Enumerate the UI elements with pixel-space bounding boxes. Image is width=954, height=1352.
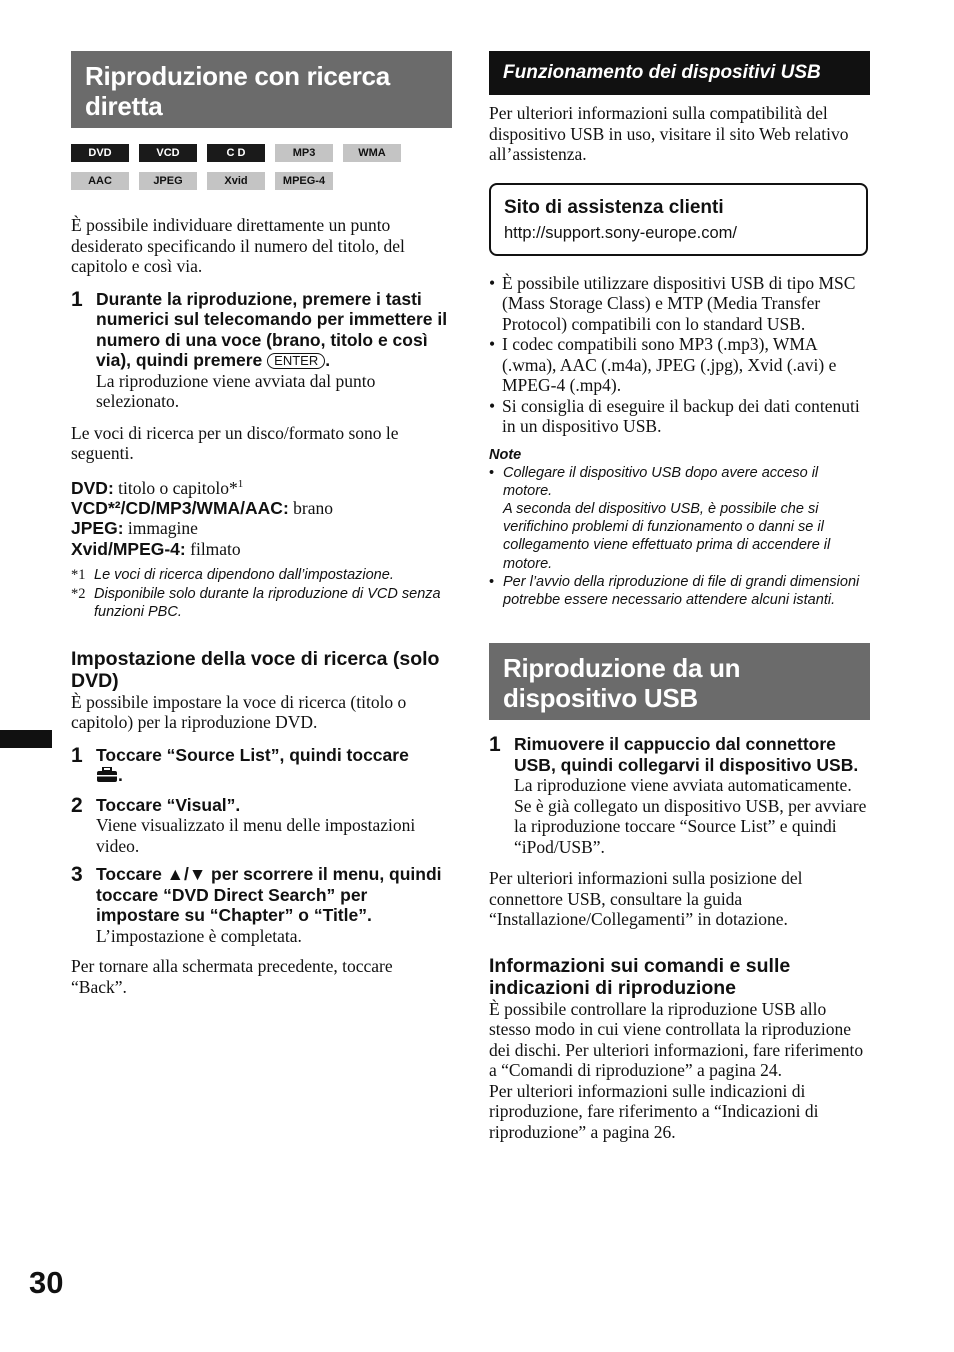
footnotes: [71, 566, 452, 622]
footnote: *2 Disponibile solo durante la riproduzione di VCD senza funzioni PBC.: [71, 585, 441, 621]
step-result: L’impostazione è completata.: [96, 925, 302, 946]
right-column: [489, 51, 870, 1142]
usb-intro: Per ulteriori informazioni sulla compatibilità del dispositivo USB in uso, visitare il sito Web relativo all’assistenza.: [489, 103, 849, 164]
list-item: • Collegare il dispositivo USB dopo avere acceso il motore.: [489, 464, 819, 499]
usb-bullet-list: [489, 273, 870, 437]
support-url[interactable]: http://support.sony-europe.com/: [504, 223, 737, 242]
voices-intro: Le voci di ricerca per un disco/formato sono le seguenti.: [71, 422, 399, 463]
voice-xvid: Xvid/MPEG-4: filmato: [71, 538, 241, 559]
badge-xvid: Xvid: [207, 172, 265, 190]
note-list: [489, 464, 870, 610]
list-item: • Si consiglia di eseguire il backup dei dati contenuti in un dispositivo USB.: [489, 395, 860, 436]
enter-key-icon: ENTER: [267, 353, 325, 369]
step-1: [71, 745, 452, 788]
step-instruction: Toccare ▲/▼ per scorrere il menu, quindi toccare “DVD Direct Search” per impostare su “Chapter” o “Title”.: [96, 864, 442, 926]
section-title-usb-playback: Riproduzione da un dispositivo USB: [489, 643, 870, 720]
step-3: [71, 864, 452, 946]
voice-vcd: VCD*²/CD/MP3/WMA/AAC: brano: [71, 497, 334, 518]
page-number: 30: [29, 1265, 64, 1300]
step-1: [71, 289, 452, 412]
step-number: 1: [489, 733, 501, 757]
section-heading-controls: Informazioni sui comandi e sulle indicazioni di riproduzione: [489, 954, 791, 999]
badge-aac: AAC: [71, 172, 129, 190]
badge-mp3: MP3: [275, 144, 333, 162]
list-item: • È possibile utilizzare dispositivi USB di tipo MSC (Mass Storage Class) e MTP (Media Transfer Protocol) compatibili con lo standard USB.: [489, 272, 856, 334]
support-title: Sito di assistenza clienti: [504, 196, 724, 218]
badge-mpeg4: MPEG-4: [275, 172, 333, 190]
controls-paragraph: È possibile controllare la riproduzione USB allo stesso modo in cui viene controllata la riproduzione dei dischi. Per ulteriori informazioni, fare riferimento a “Comandi di riproduzione” a pagina 24.: [489, 998, 864, 1081]
left-column: [71, 51, 452, 997]
badge-dvd: DVD: [71, 144, 129, 162]
step-number: 1: [71, 287, 83, 311]
format-badges: [71, 144, 452, 190]
voice-jpeg: JPEG: immagine: [71, 518, 198, 539]
badge-jpeg: JPEG: [139, 172, 197, 190]
step-result: La riproduzione viene avviata automaticamente.: [514, 775, 852, 796]
support-box: [489, 183, 868, 256]
list-item: A seconda del dispositivo USB, è possibile che si verifichino problemi di funzionamento o danni se il collegamento viene effettuato prima di accendere il motore.: [503, 500, 831, 572]
step-result: Se è già collegato un dispositivo USB, per avviare la riproduzione toccare “Source List” e quindi “iPod/USB”.: [514, 795, 867, 857]
search-voice-list: [71, 474, 452, 560]
connector-paragraph: Per ulteriori informazioni sulla posizione del connettore USB, consultare la guida “Installazione/Collegamenti” in dotazione.: [489, 868, 803, 930]
badge-cd: C D: [207, 144, 265, 162]
chapter-tab-marker: [0, 730, 52, 748]
intro-paragraph: È possibile individuare direttamente un punto desiderato specificando il numero del titolo, del capitolo e così via.: [71, 215, 405, 276]
step-instruction: Toccare “Visual”.: [96, 794, 241, 815]
section-heading-search-setting: Impostazione della voce di ricerca (solo DVD): [71, 647, 440, 692]
step-instruction: Toccare “Source List”, quindi toccare .: [96, 745, 452, 788]
step-2: [71, 795, 452, 857]
toolbox-icon: [96, 767, 118, 788]
voice-dvd: DVD: titolo o capitolo*$^1$: [71, 477, 244, 498]
badge-vcd: VCD: [139, 144, 197, 162]
list-item: • I codec compatibili sono MP3 (.mp3), WMA (.wma), AAC (.m4a), JPEG (.jpg), Xvid (.avi) e MPEG-4 (.mp4).: [489, 334, 837, 395]
step-number: 3: [71, 863, 83, 887]
section-title-direct-search: Riproduzione con ricerca diretta: [71, 51, 452, 128]
step-result: Viene visualizzato il menu delle impostazioni video.: [96, 815, 416, 856]
step-number: 1: [71, 743, 83, 767]
section-intro: È possibile impostare la voce di ricerca (titolo o capitolo) per la riproduzione DVD.: [71, 691, 407, 733]
note-heading: Note: [489, 446, 522, 463]
section-subtitle-usb: Funzionamento dei dispositivi USB: [489, 51, 870, 95]
badge-wma: WMA: [343, 144, 401, 162]
step-number: 2: [71, 793, 83, 817]
indications-paragraph: Per ulteriori informazioni sulle indicazioni di riproduzione, fare riferimento a “Indicazioni di riproduzione” a pagina 26.: [489, 1080, 819, 1142]
footnote: *1 Le voci di ricerca dipendono dall’impostazione.: [71, 567, 394, 584]
back-paragraph: Per tornare alla schermata precedente, toccare “Back”.: [71, 956, 393, 997]
list-item: • Per l’avvio della riproduzione di file di grandi dimensioni potrebbe essere necessario attendere alcuni istanti.: [489, 573, 860, 608]
step-instruction: Rimuovere il cappuccio dal connettore USB, quindi collegarvi il dispositivo USB.: [514, 734, 859, 775]
step-instruction: Durante la riproduzione, premere i tasti numerici sul telecomando per immettere il numero di una voce (brano, titolo e così via), quindi premere ENTER .: [96, 288, 448, 370]
step-result: La riproduzione viene avviata dal punto selezionato.: [96, 370, 376, 411]
step-1: [489, 734, 870, 857]
